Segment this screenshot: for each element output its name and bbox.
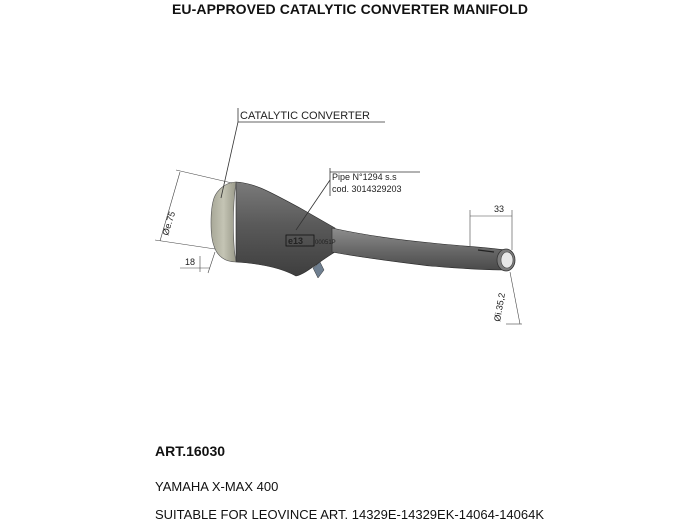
page-title: EU-APPROVED CATALYTIC CONVERTER MANIFOLD (171, 1, 529, 17)
article-number: ART.16030 (155, 443, 226, 459)
dim-inlet-ext-bottom (155, 240, 215, 249)
inlet-ring (211, 182, 236, 262)
dim-inlet-diameter: Øe.75 (160, 210, 178, 237)
approval-mark: e13 (288, 236, 304, 246)
dim-outlet-diameter: Øi.35,2 (492, 292, 508, 323)
dim-inlet-length: 18 (185, 257, 196, 267)
dim-inlet-ext-top (176, 170, 232, 183)
compatibility-note: SUITABLE FOR LEOVINCE ART. 14329E-14329EK-14064-14064K (155, 507, 545, 522)
outlet-inner (501, 252, 513, 268)
callout-pipe-line1: Pipe N°1294 s.s (332, 172, 397, 182)
dim-outlet-length: 33 (494, 204, 505, 214)
callout-catalytic-label: CATALYTIC CONVERTER (240, 110, 370, 122)
callout-pipe-line2: cod. 3014329203 (332, 184, 402, 194)
dim-outlet-diam-line (510, 272, 520, 324)
approval-number: 00051P (315, 240, 336, 246)
outlet-pipe (332, 228, 506, 270)
dim-18-ext-right (208, 252, 215, 273)
vehicle-model: YAMAHA X-MAX 400 (155, 479, 279, 494)
